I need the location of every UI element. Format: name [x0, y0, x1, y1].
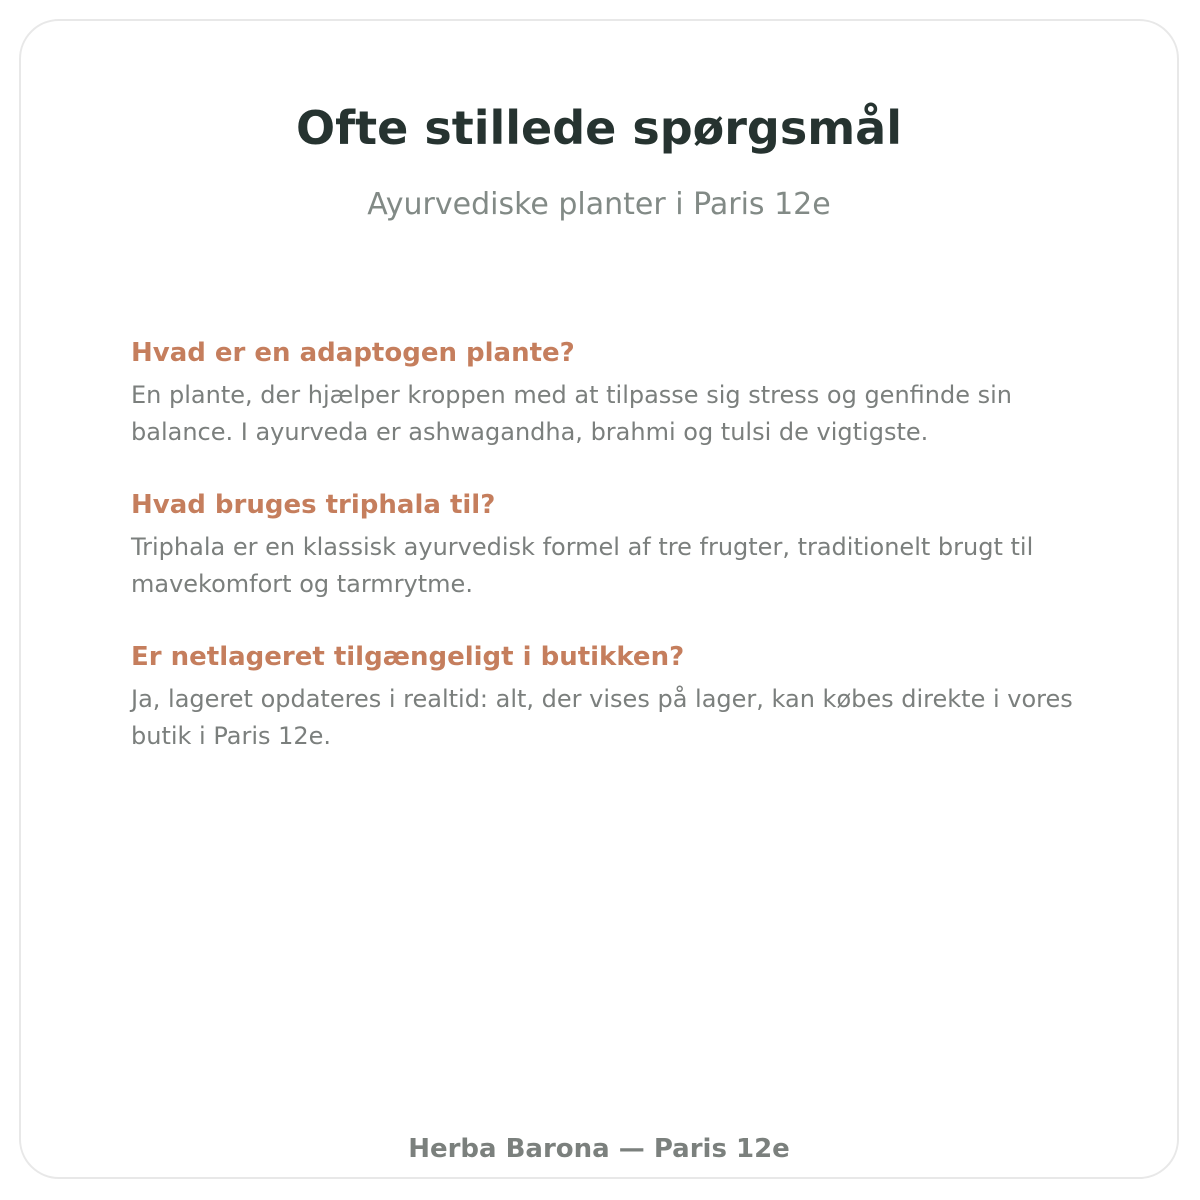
- footer-brand: Herba Barona — Paris 12e: [408, 1134, 790, 1164]
- faq-answer: Ja, lageret opdateres i realtid: alt, der vises på lager, kan købes direkte i vores butik i Paris 12e.: [131, 685, 1073, 750]
- faq-item: [131, 487, 1091, 603]
- faq-question: Hvad bruges triphala til?: [131, 490, 496, 520]
- page-title: Ofte stillede spørgsmål: [296, 101, 902, 155]
- faq-answer: Triphala er en klassisk ayurvedisk formel af tre frugter, traditionelt brugt til mavekomfort og tarmrytme.: [131, 533, 1034, 598]
- faq-list: [131, 335, 1091, 791]
- page-subtitle: Ayurvediske planter i Paris 12e: [367, 187, 831, 222]
- faq-item: [131, 639, 1091, 755]
- faq-item: [131, 335, 1091, 451]
- faq-card: [19, 19, 1179, 1179]
- faq-question: Er netlageret tilgængeligt i butikken?: [131, 642, 685, 672]
- faq-answer: En plante, der hjælper kroppen med at tilpasse sig stress og genfinde sin balance. I ayurveda er ashwagandha, brahmi og tulsi de vigtigste.: [131, 381, 1012, 446]
- faq-question: Hvad er en adaptogen plante?: [131, 338, 575, 368]
